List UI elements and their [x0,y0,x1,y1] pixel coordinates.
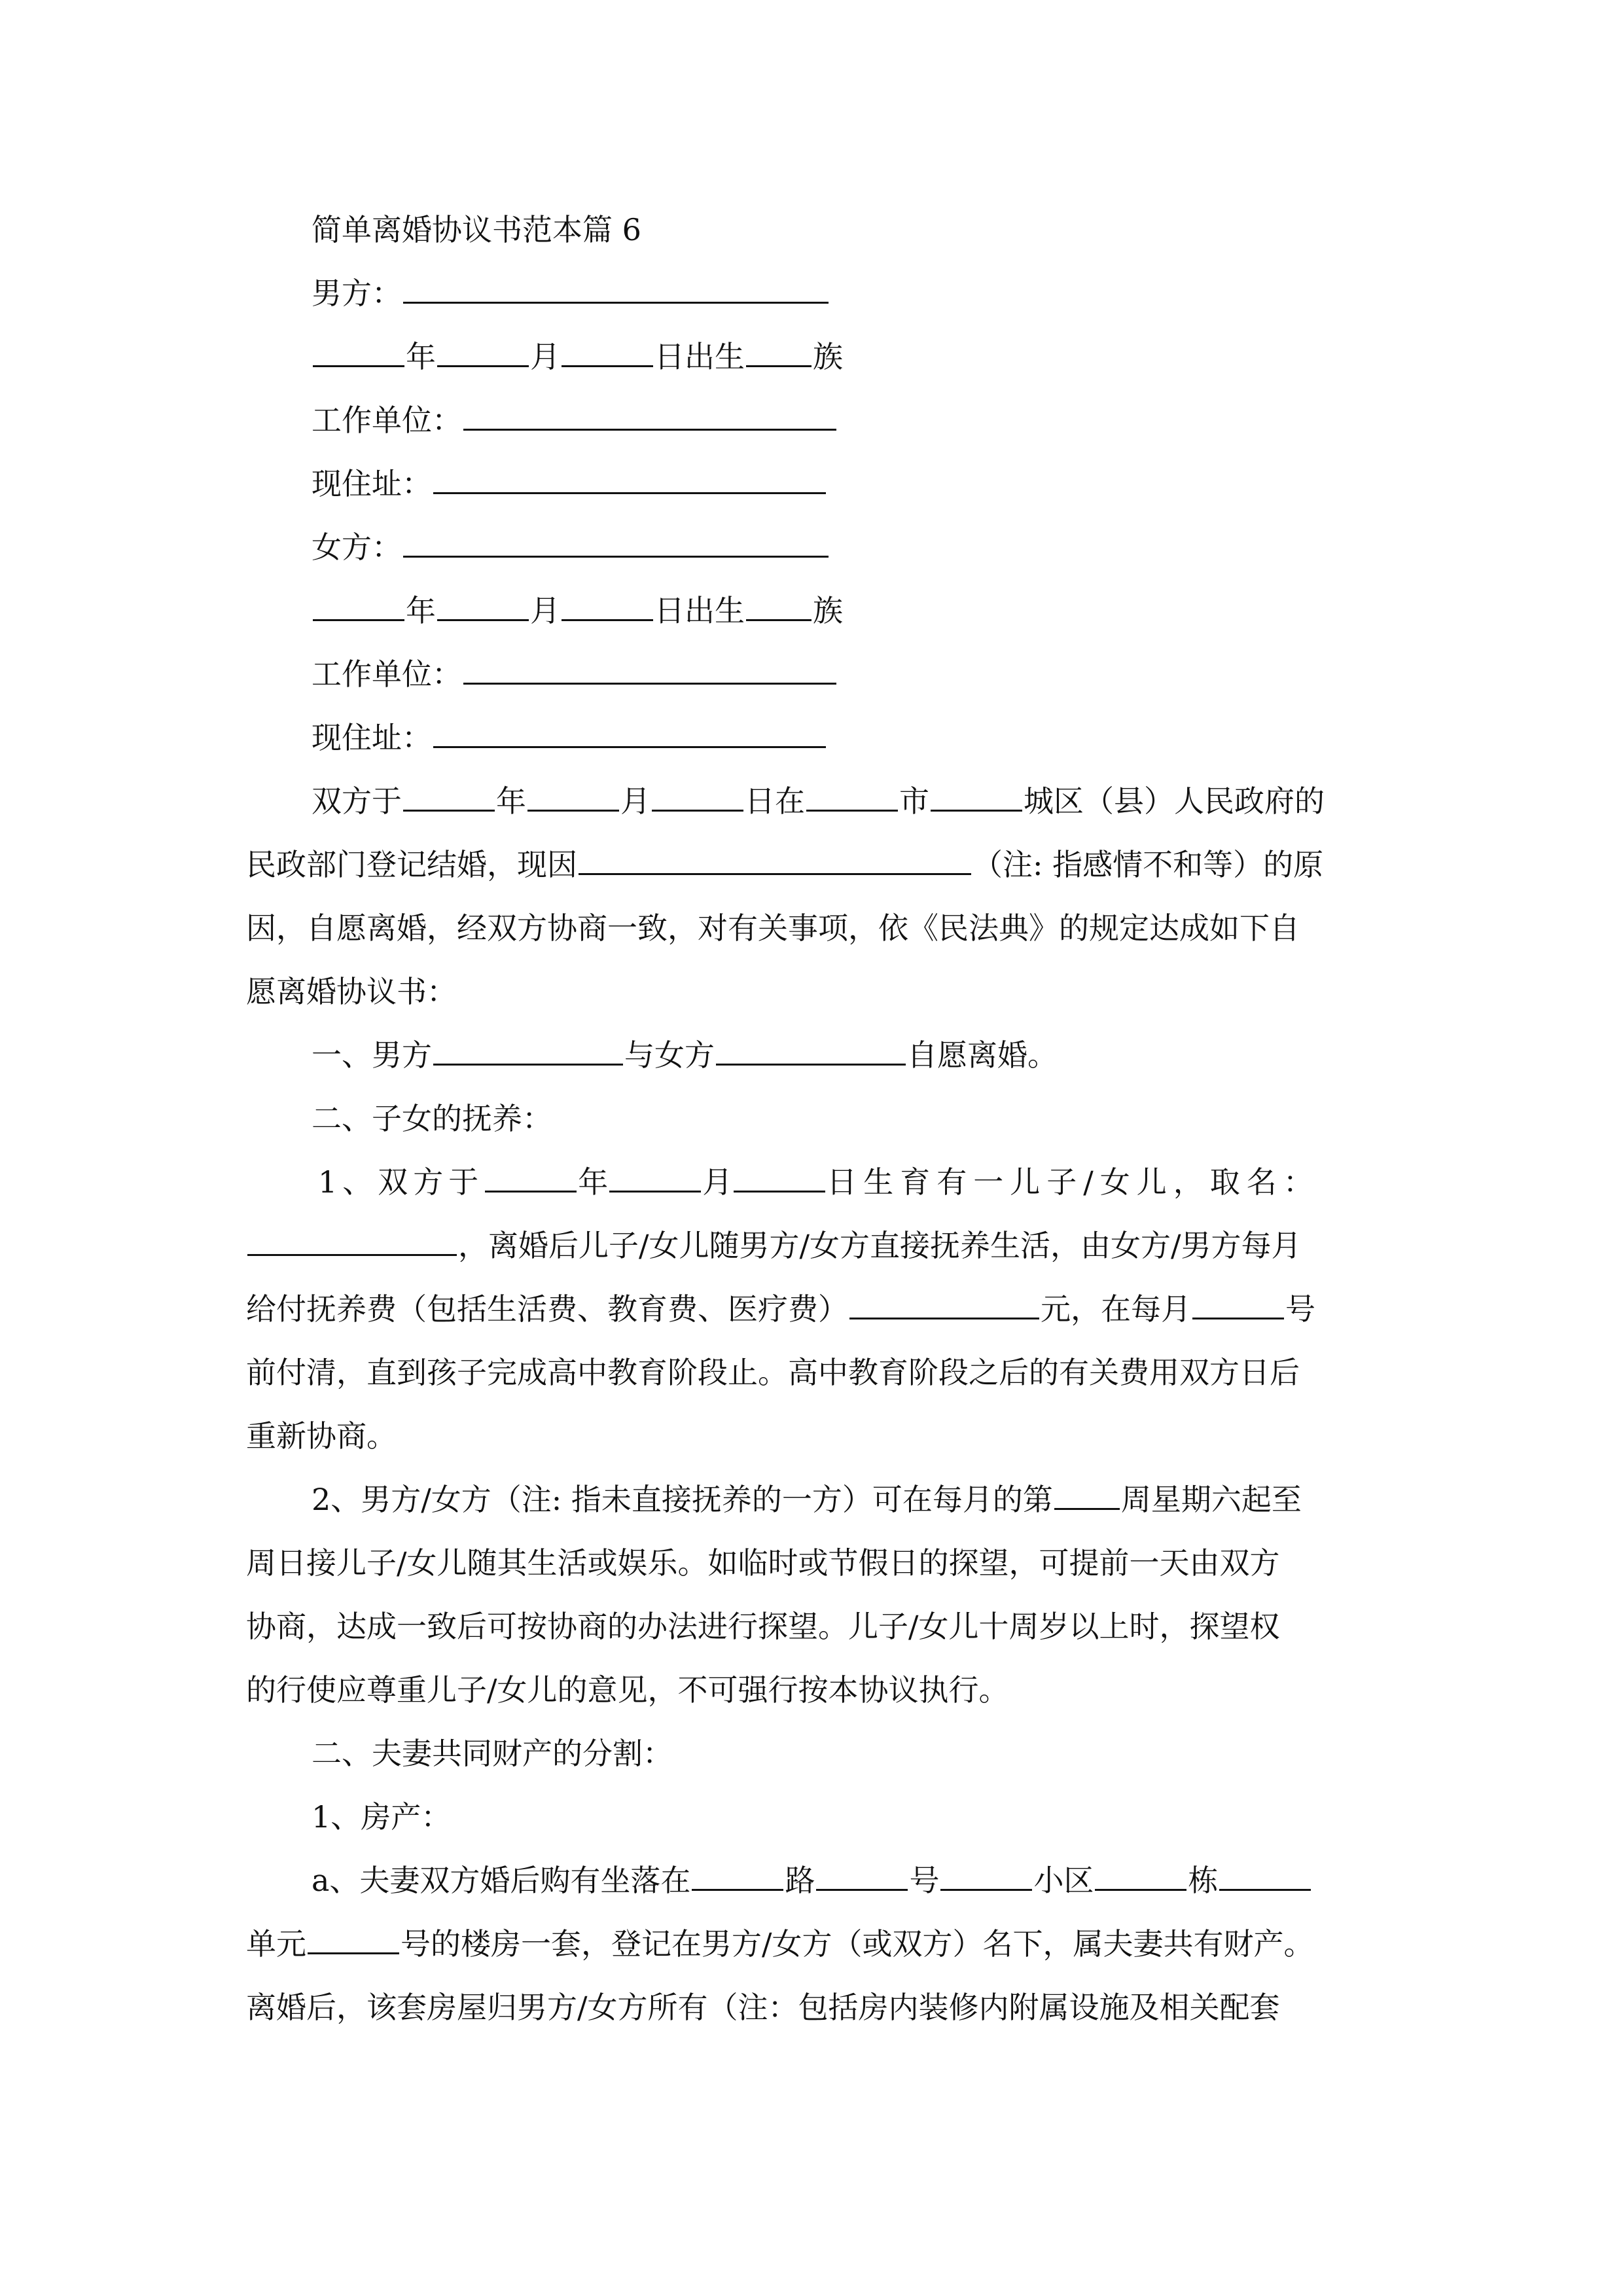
male-work-row [246,400,1378,440]
blank [527,783,619,812]
month-label: 月 [530,593,560,628]
intro-text: 月 [620,783,651,819]
blank [1192,1291,1284,1319]
visit-line-2 [246,1543,1378,1583]
visit-text: 周星期六起至 [1120,1482,1302,1517]
female-work-row [246,654,1378,694]
day-blank [562,593,653,621]
intro-line-3 [246,908,1378,948]
visit-line-4 [246,1670,1378,1710]
house-text: 号的楼房一套，登记在男方/女方（或双方）名下，属夫妻共有财产。 [401,1926,1314,1962]
child-text: 重新协商。 [246,1418,397,1454]
intro-text: 民政部门登记结婚，现因 [246,847,577,882]
address-blank [433,466,826,494]
house-text: 路 [785,1863,815,1898]
house-line-1 [246,1860,1378,1901]
child-text: ，离婚后儿子/女儿随男方/女方直接抚养生活，由女方/男方每月 [458,1228,1302,1263]
year-label: 年 [406,339,436,374]
child-line-1 [246,1162,1378,1202]
child-text: 号 [1285,1291,1315,1327]
title-text: 简单离婚协议书范本篇 6 [312,212,641,247]
house-heading [246,1797,1378,1837]
intro-text: 城区（县）人民政府的 [1024,783,1325,819]
child-name-blank [247,1228,457,1256]
house-text: 栋 [1188,1863,1219,1898]
year-label: 年 [406,593,436,628]
child-line-2 [246,1225,1378,1266]
female-address-row [246,717,1378,758]
intro-line-1 [246,781,1378,821]
ethnicity-label: 族 [813,339,843,374]
month-blank [437,593,529,621]
month-blank [437,339,529,367]
house-text: 单元 [246,1926,306,1962]
blank [308,1926,399,1954]
section-heading [246,1098,1378,1139]
child-text: 给付抚养费（包括生活费、教育费、医疗费） [246,1291,848,1327]
child-text: 1、双方于 [318,1164,484,1200]
blank [734,1164,825,1193]
male-label: 男方： [312,276,402,311]
item-text: 与女方 [624,1037,715,1073]
female-name-blank [403,529,829,558]
day-blank [562,339,653,367]
child-line-5 [246,1416,1378,1456]
ethnicity-blank [746,593,812,621]
visit-text: 的行使应尊重儿子/女儿的意见，不可强行按本协议执行。 [246,1672,1009,1708]
blank [692,1863,783,1891]
child-line-3 [246,1289,1378,1329]
house-text: 号 [909,1863,940,1898]
female-blank [716,1037,906,1066]
address-label: 现住址： [312,720,432,755]
work-label: 工作单位： [312,403,462,438]
blank [403,783,495,812]
blank [485,1164,577,1193]
female-name-row [246,527,1378,567]
child-text: 日生育有一儿子/女儿，取名： [827,1164,1320,1200]
blank [940,1863,1032,1891]
month-label: 月 [530,339,560,374]
intro-line-4 [246,971,1378,1012]
male-birth-row [246,336,1378,377]
visit-text: 周日接儿子/女儿随其生活或娱乐。如临时或节假日的探望，可提前一天由双方 [246,1545,1280,1581]
address-blank [433,720,826,748]
intro-text: 日在 [745,783,805,819]
item-text: 一、男方 [312,1037,432,1073]
visit-line-1 [246,1479,1378,1520]
male-blank [433,1037,623,1066]
ethnicity-blank [746,339,812,367]
visit-text: 2、男方/女方（注: 指未直接抚养的一方）可在每月的第 [312,1482,1053,1517]
intro-text: 市 [899,783,929,819]
child-text: 元，在每月 [1041,1291,1191,1327]
blank [806,783,898,812]
house-text: a、夫妻双方婚后购有坐落在 [312,1863,691,1898]
intro-text: 愿离婚协议书： [246,974,457,1009]
child-text: 月 [702,1164,733,1200]
visit-text: 协商，达成一致后可按协商的办法进行探望。儿子/女儿十周岁以上时，探望权 [246,1609,1280,1644]
property-heading [246,1733,1378,1774]
heading-text: 1、房产： [312,1799,452,1835]
year-blank [313,593,404,621]
house-text: 离婚后，该套房屋归男方/女方所有（注：包括房内装修内附属设施及相关配套 [246,1990,1280,2025]
intro-text: （注: 指感情不和等）的原 [972,847,1324,882]
work-blank [463,403,836,431]
male-address-row [246,463,1378,504]
male-name-row [246,273,1378,314]
work-label: 工作单位： [312,656,462,692]
female-label: 女方： [312,529,402,565]
day-label: 日出生 [654,339,745,374]
house-line-3 [246,1987,1378,2028]
item-text: 自愿离婚。 [907,1037,1058,1073]
blank [1095,1863,1186,1891]
day-label: 日出生 [654,593,745,628]
intro-text: 因，自愿离婚，经双方协商一致，对有关事项，依《民法典》的规定达成如下自 [246,910,1300,946]
blank [816,1863,908,1891]
intro-text: 双方于 [312,783,402,819]
intro-text: 年 [496,783,526,819]
female-birth-row [246,590,1378,631]
fee-blank [849,1291,1039,1319]
child-text: 年 [578,1164,609,1200]
blank [609,1164,701,1193]
document-title [246,209,1378,250]
child-text: 前付清，直到孩子完成高中教育阶段止。高中教育阶段之后的有关费用双方日后 [246,1355,1300,1390]
visit-line-3 [246,1606,1378,1647]
blank [1219,1863,1311,1891]
house-text: 小区 [1033,1863,1094,1898]
blank [931,783,1022,812]
reason-blank [579,847,971,875]
ethnicity-label: 族 [813,593,843,628]
work-blank [463,656,836,685]
heading-text: 二、子女的抚养： [312,1101,552,1136]
heading-text: 二、夫妻共同财产的分割： [312,1736,673,1771]
child-line-4 [246,1352,1378,1393]
blank [1054,1482,1120,1510]
male-name-blank [403,276,829,304]
address-label: 现住址： [312,466,432,501]
item-1 [246,1035,1378,1075]
intro-line-2 [246,844,1378,885]
year-blank [313,339,404,367]
house-line-2 [246,1924,1378,1964]
blank [652,783,743,812]
